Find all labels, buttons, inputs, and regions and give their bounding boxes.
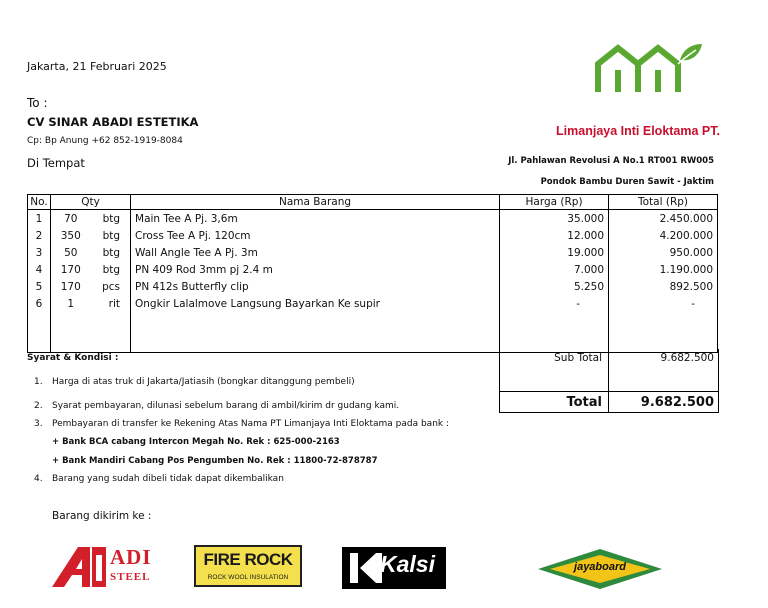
- row-item: Cross Tee A Pj. 120cm: [131, 227, 500, 244]
- adi-steel-logo: [52, 545, 160, 589]
- adi-text: ADI: [110, 545, 152, 569]
- jayaboard-text: jayaboard: [574, 561, 626, 573]
- row-item: Ongkir Lalalmove Langsung Bayarkan Ke supir: [131, 295, 500, 312]
- customer-name: CV SINAR ABADI ESTETIKA: [27, 115, 199, 129]
- kalsi-k-icon: [350, 553, 382, 583]
- summary-box: [499, 349, 719, 413]
- row-qty: 70: [51, 210, 91, 228]
- row-price: 7.000: [500, 261, 609, 278]
- total-label: Total: [566, 395, 602, 410]
- row-unit: btg: [91, 227, 131, 244]
- row-no: 6: [28, 295, 51, 312]
- fire-rock-logo: [194, 545, 302, 587]
- shipping-label: Barang dikirim ke :: [52, 510, 152, 522]
- company-name: Limanjaya Inti Eloktama PT.: [556, 124, 720, 138]
- table-row: [28, 261, 718, 278]
- header-price: Harga (Rp): [500, 195, 609, 210]
- bank-bca: + Bank BCA cabang Intercon Megah No. Rek : 625-000-2163: [52, 437, 340, 447]
- row-unit: btg: [91, 210, 131, 228]
- terms-title: Syarat & Kondisi :: [27, 353, 119, 363]
- term-number: 3.: [34, 419, 43, 429]
- total-value: 9.682.500: [640, 395, 714, 410]
- row-item: PN 409 Rod 3mm pj 2.4 m: [131, 261, 500, 278]
- row-qty: 50: [51, 244, 91, 261]
- row-no: 1: [28, 210, 51, 228]
- row-qty: 350: [51, 227, 91, 244]
- table-row: [28, 278, 718, 295]
- header-no: No.: [28, 195, 51, 210]
- row-total: 2.450.000: [609, 210, 718, 228]
- row-item: Wall Angle Tee A Pj. 3m: [131, 244, 500, 261]
- row-price: -: [500, 295, 609, 312]
- row-unit: rit: [91, 295, 131, 312]
- row-no: 4: [28, 261, 51, 278]
- company-address-line1: Jl. Pahlawan Revolusi A No.1 RT001 RW005: [508, 156, 714, 166]
- row-price: 5.250: [500, 278, 609, 295]
- subtotal-value: 9.682.500: [660, 352, 714, 364]
- row-total: -: [609, 295, 718, 312]
- table-header-row: [28, 195, 718, 210]
- row-total: 892.500: [609, 278, 718, 295]
- row-qty: 1: [51, 295, 91, 312]
- row-price: 12.000: [500, 227, 609, 244]
- row-unit: btg: [91, 261, 131, 278]
- fire-rock-text: FIRE ROCK: [203, 550, 293, 569]
- row-total: 1.190.000: [609, 261, 718, 278]
- row-no: 3: [28, 244, 51, 261]
- row-unit: pcs: [91, 278, 131, 295]
- steel-text: STEEL: [110, 571, 151, 583]
- table-row: [28, 244, 718, 261]
- row-item: Main Tee A Pj. 3,6m: [131, 210, 500, 228]
- row-item: PN 412s Butterfly clip: [131, 278, 500, 295]
- header-qty: Qty: [51, 195, 131, 210]
- term-number: 1.: [34, 377, 43, 387]
- row-no: 2: [28, 227, 51, 244]
- customer-place: Di Tempat: [27, 156, 85, 170]
- row-price: 19.000: [500, 244, 609, 261]
- rock-wool-text: ROCK WOOL INSULATION: [207, 574, 289, 581]
- items-table: [27, 194, 718, 353]
- table-row: [28, 210, 718, 228]
- kalsi-logo: [342, 547, 446, 589]
- term-text: Pembayaran di transfer ke Rekening Atas Nama PT Limanjaya Inti Eloktama pada bank :: [52, 419, 450, 429]
- company-address-line2: Pondok Bambu Duren Sawit - Jaktim: [540, 177, 714, 187]
- table-row: [28, 227, 718, 244]
- house-leaf-logo-icon: [592, 40, 704, 98]
- term-text: Syarat pembayaran, dilunasi sebelum barang di ambil/kirim dr gudang kami.: [52, 401, 400, 411]
- jayaboard-logo: [536, 547, 664, 591]
- header-item: Nama Barang: [131, 195, 500, 210]
- row-unit: btg: [91, 244, 131, 261]
- term-number: 2.: [34, 401, 43, 411]
- kalsi-text: Kalsi: [380, 551, 435, 577]
- term-text: Barang yang sudah dibeli tidak dapat dikembalikan: [52, 474, 284, 484]
- term-text: Harga di atas truk di Jakarta/Jatiasih (bongkar ditanggung pembeli): [52, 377, 355, 387]
- term-number: 4.: [34, 474, 43, 484]
- header-total: Total (Rp): [609, 195, 718, 210]
- to-label: To :: [27, 96, 48, 110]
- customer-contact: Cp: Bp Anung +62 852-1919-8084: [27, 136, 183, 146]
- invoice-date: Jakarta, 21 Februari 2025: [27, 60, 167, 73]
- table-spacer-row: [28, 312, 718, 353]
- table-row: [28, 295, 718, 312]
- row-qty: 170: [51, 278, 91, 295]
- row-total: 950.000: [609, 244, 718, 261]
- row-price: 35.000: [500, 210, 609, 228]
- bank-mandiri: + Bank Mandiri Cabang Pos Pengumben No. Rek : 11800-72-878787: [52, 456, 378, 466]
- row-no: 5: [28, 278, 51, 295]
- subtotal-label: Sub Total: [554, 352, 602, 364]
- row-qty: 170: [51, 261, 91, 278]
- row-total: 4.200.000: [609, 227, 718, 244]
